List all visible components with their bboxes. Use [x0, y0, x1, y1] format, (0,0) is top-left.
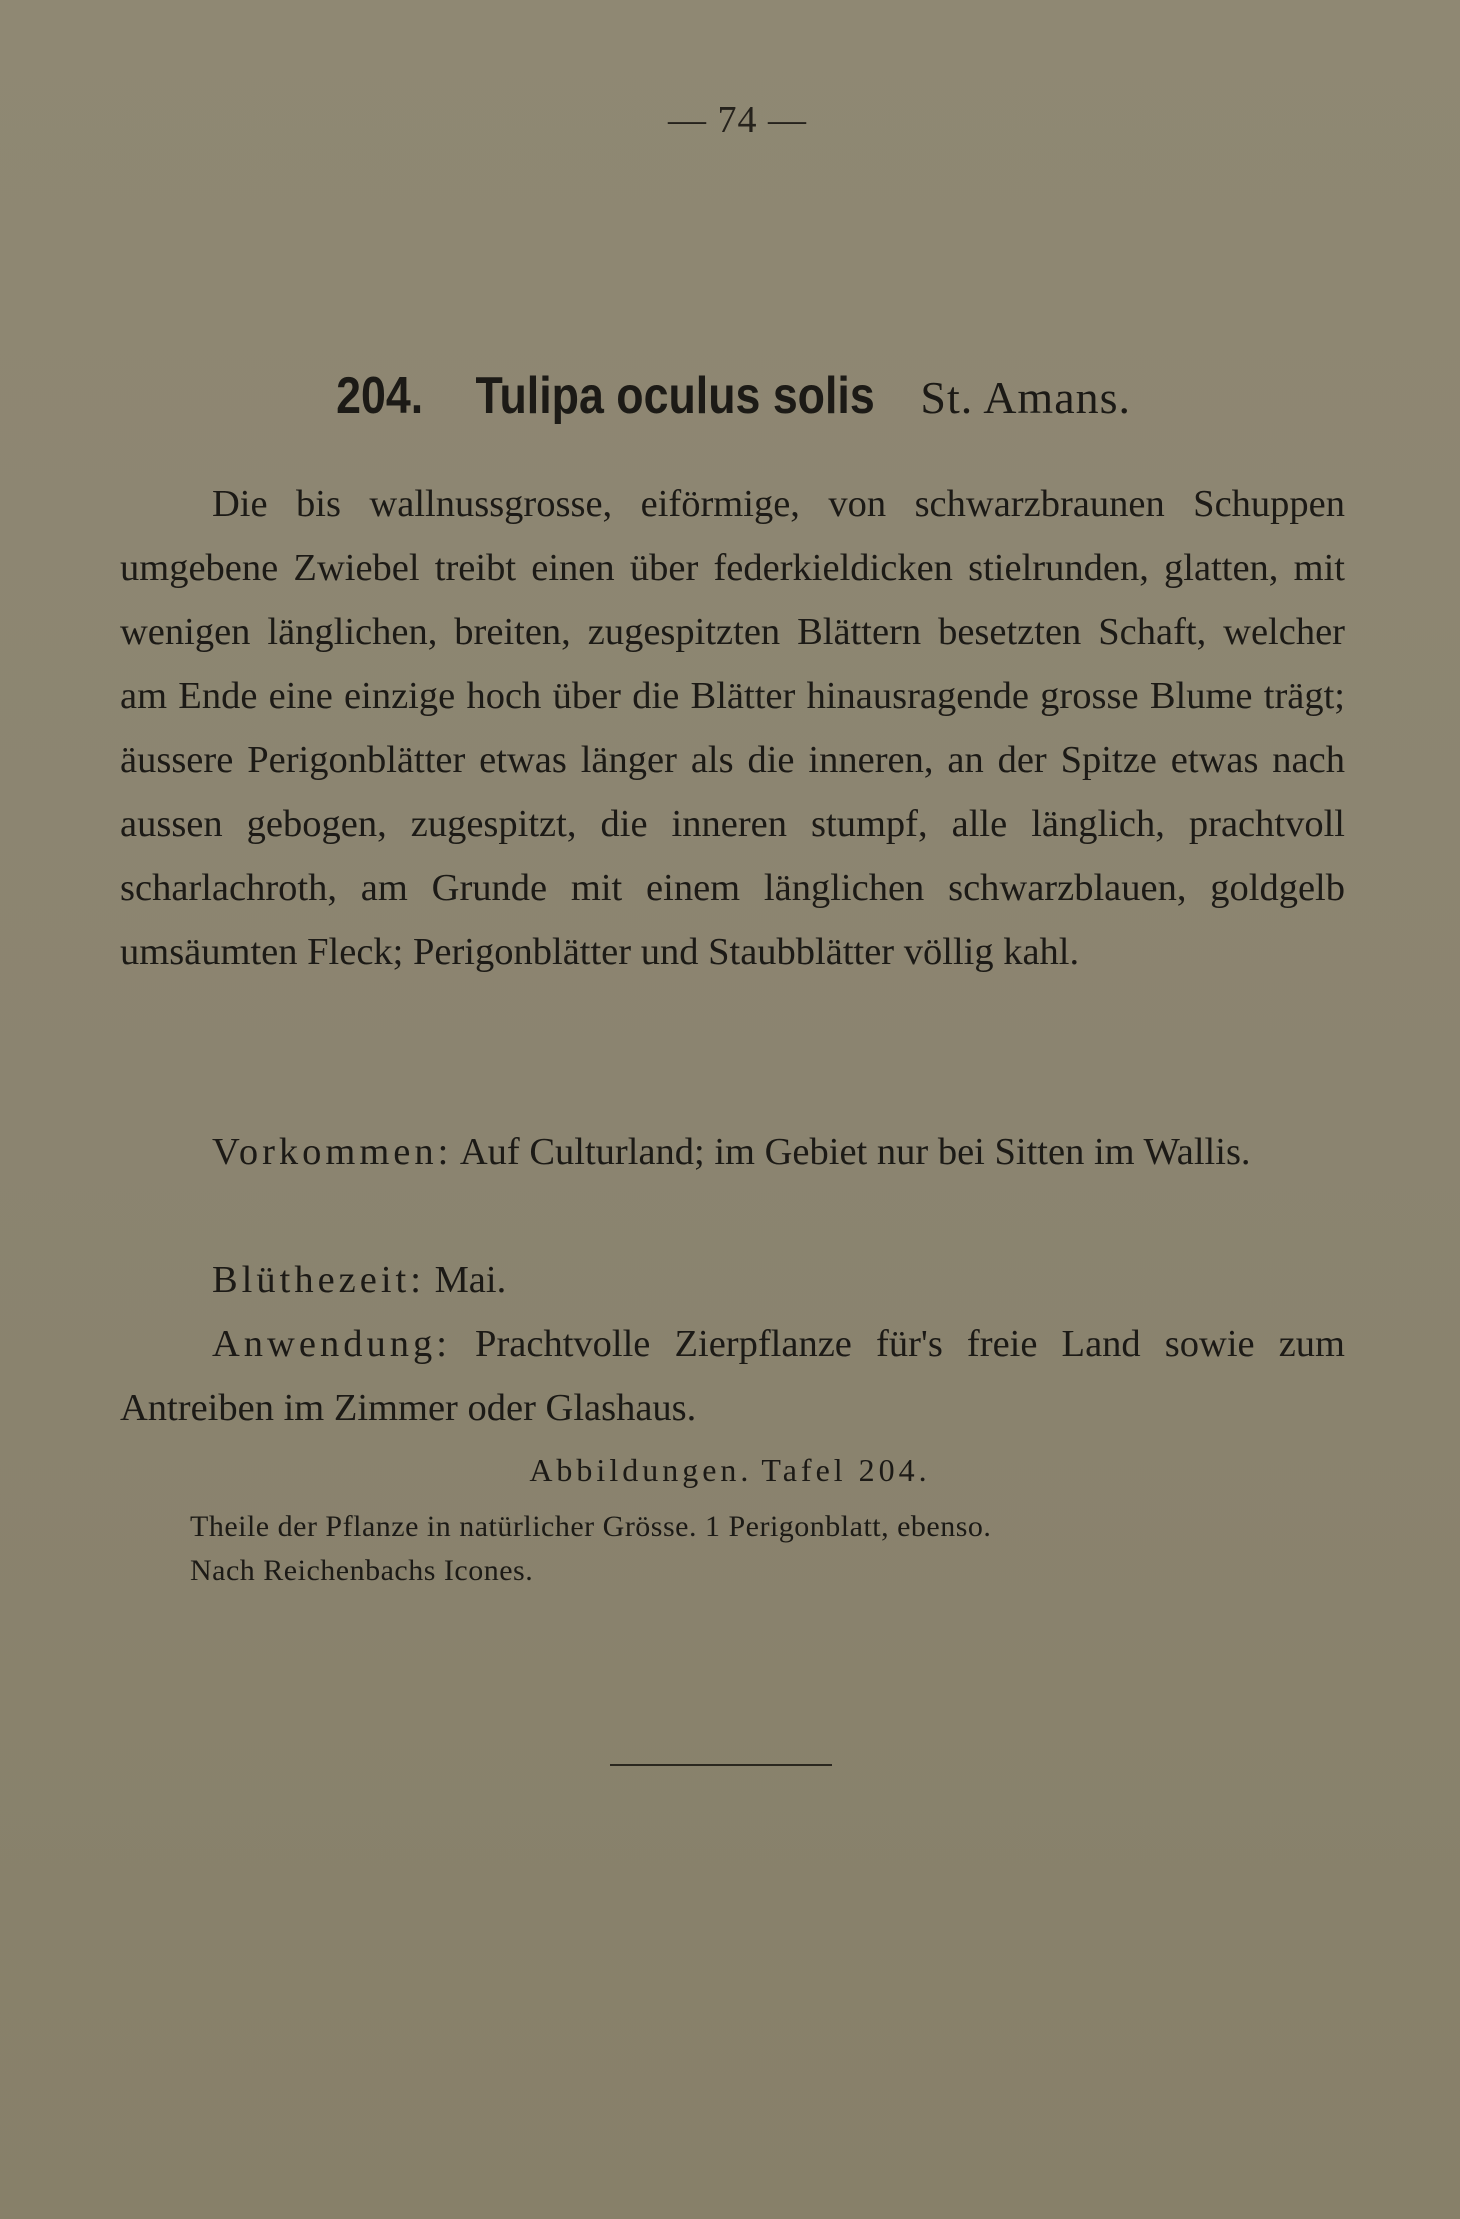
- occurrence-label: Vorkommen:: [212, 1131, 453, 1173]
- description-text: Die bis wallnussgrosse, eiförmige, von schwarzbraunen Schuppen umgebene Zwiebel treibt einen über federkieldicken stielrunden, glatten, mit wenigen länglichen, breiten, zugespitzten Blättern besetzten Schaft, welcher am Ende eine einzige hoch über die Blätter hinausragende grosse Blume trägt; äussere Perigonblätter etwas länger als die inneren, an der Spitze etwas nach aussen gebogen, zugespitzt, die inneren stumpf, alle länglich, prachtvoll scharlachroth, am Grunde mit einem länglichen schwarzblauen, goldgelb umsäumten Fleck; Perigonblätter und Staubblätter völlig kahl.: [120, 483, 1345, 973]
- usage-text: Prachtvolle Zierpflanze für's freie Land sowie zum Antreiben im Zimmer oder Glashaus.: [120, 1323, 1346, 1429]
- entry-number: 204.: [336, 367, 424, 425]
- bloom-text: Mai.: [434, 1259, 507, 1301]
- end-rule: [610, 1764, 832, 1766]
- figures-plate: Tafel 204.: [761, 1452, 931, 1488]
- caption-line-1: Theile der Pflanze in natürlicher Grösse. 1 Perigonblatt, ebenso.: [190, 1510, 992, 1543]
- occurrence-text: Auf Culturland; im Gebiet nur bei Sitten im Wallis.: [459, 1131, 1251, 1173]
- bloom-paragraph: [120, 1248, 1345, 1312]
- usage-paragraph: [120, 1312, 1345, 1440]
- usage-label: Anwendung:: [212, 1323, 451, 1365]
- figures-label: Abbildungen.: [529, 1452, 753, 1488]
- species-name: Tulipa oculus solis: [475, 367, 875, 425]
- occurrence-paragraph: [120, 1120, 1345, 1184]
- page-number: — 74 —: [668, 99, 807, 141]
- figure-caption: [190, 1505, 1340, 1593]
- caption-line-2: Nach Reichenbachs Icones.: [190, 1554, 534, 1587]
- figures-heading: [0, 1452, 1460, 1489]
- bloom-label: Blüthezeit:: [212, 1259, 425, 1301]
- description-paragraph: [120, 472, 1345, 984]
- species-author: St. Amans.: [920, 372, 1132, 423]
- entry-heading: [0, 366, 1460, 426]
